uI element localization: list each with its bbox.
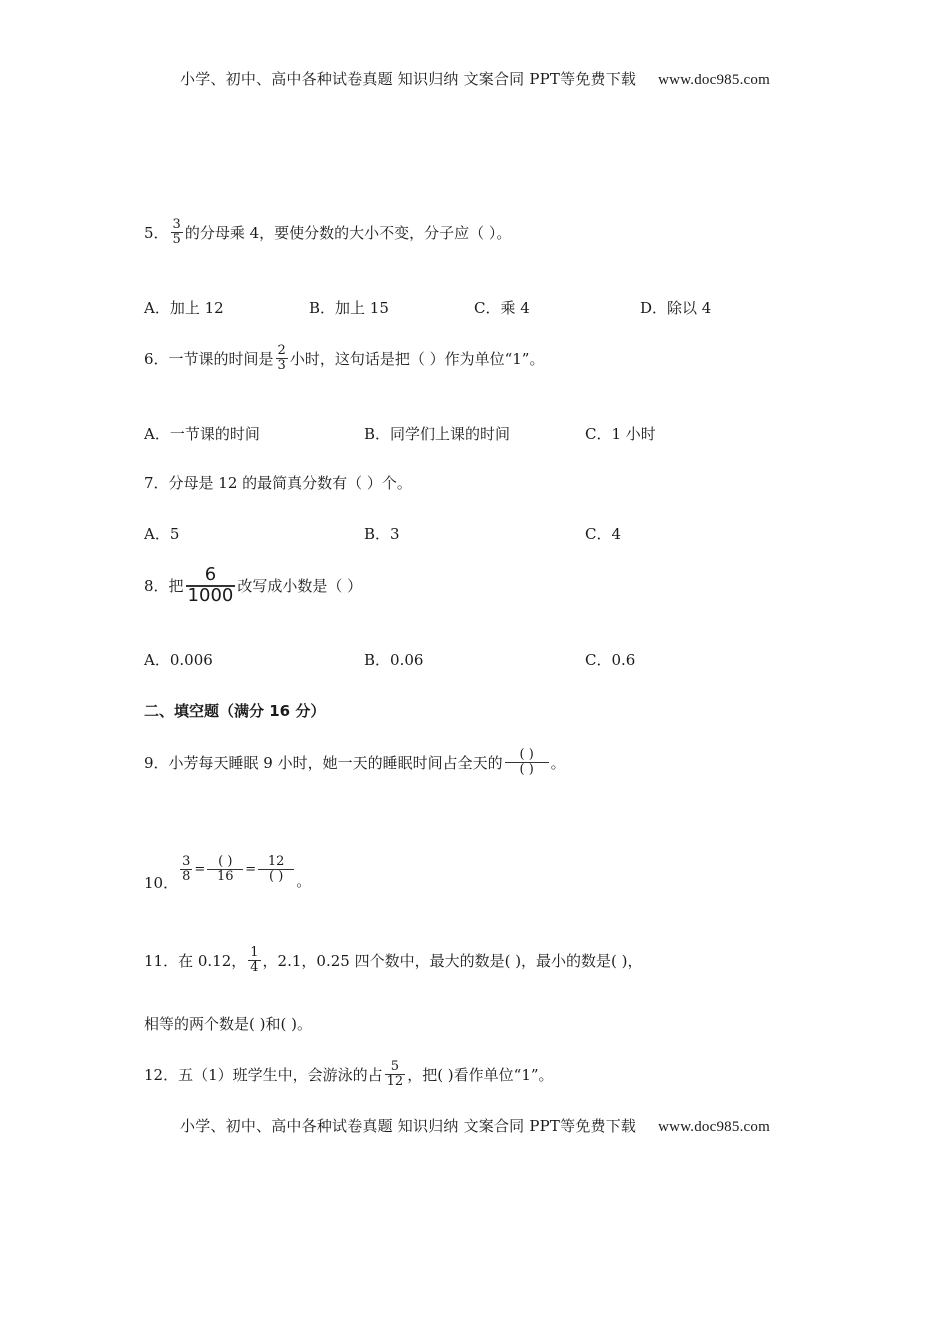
q8-text: 改写成小数是（ ） — [237, 577, 363, 596]
question-5 — [144, 218, 511, 246]
q10-fraction-2 — [207, 855, 243, 883]
q9-frac-den[interactable]: ( ) — [505, 762, 549, 777]
q5-option-a: A．加上 12 — [144, 299, 224, 317]
q10-f3-den[interactable]: ( ) — [258, 869, 294, 884]
q6-fraction — [276, 344, 288, 372]
header-text: 小学、初中、高中各种试卷真题 知识归纳 文案合同 PPT等免费下载 — [180, 70, 637, 88]
q5-text: 的分母乘 4，要使分数的大小不变，分子应（ ）。 — [184, 223, 512, 242]
q6-frac-num: 2 — [277, 343, 286, 358]
q5-number: 5． — [144, 223, 169, 242]
question-6 — [144, 344, 544, 372]
question-9 — [144, 748, 566, 776]
header-url[interactable]: www.doc985.com — [658, 72, 770, 88]
question-11-line-2 — [144, 1013, 312, 1034]
q6-option-b: B．同学们上课的时间 — [364, 425, 511, 443]
q6-frac-den: 3 — [277, 357, 286, 373]
q8-fraction — [186, 566, 236, 606]
q12-frac-den: 12 — [386, 1073, 404, 1089]
q10-f1-den: 8 — [182, 869, 191, 884]
footer-text: 小学、初中、高中各种试卷真题 知识归纳 文案合同 PPT等免费下载 — [180, 1117, 637, 1135]
q10-fraction-1 — [180, 855, 192, 883]
q8-option-a: A．0.006 — [144, 651, 213, 669]
q7-option-c: C．4 — [585, 525, 622, 543]
q12-text: ，把( )看作单位“1”。 — [407, 1065, 554, 1084]
q9-text: 9．小芳每天睡眠 9 小时，她一天的睡眠时间占全天的 — [144, 753, 503, 772]
q10-f2-num[interactable]: ( ) — [218, 854, 233, 870]
q6-option-c: C．1 小时 — [585, 425, 656, 443]
q9-fraction — [505, 748, 549, 776]
q10-number: 10． — [144, 874, 179, 892]
question-7 — [144, 472, 412, 493]
q5-option-c: C．乘 4 — [474, 299, 530, 317]
q9-tail: 。 — [550, 753, 566, 772]
q11-fraction — [248, 946, 260, 974]
q10-equals-2: = — [245, 862, 257, 877]
q10-fraction-3 — [258, 855, 294, 883]
q10-f3-num: 12 — [267, 854, 285, 870]
q12-frac-num: 5 — [390, 1059, 400, 1074]
q9-frac-num[interactable]: ( ) — [519, 747, 534, 762]
q8-frac-num: 6 — [204, 564, 217, 585]
question-12 — [144, 1060, 554, 1088]
q11-lead: 11．在 0.12， — [144, 951, 247, 970]
q8-option-c: C．0.6 — [585, 651, 636, 669]
question-8 — [144, 566, 362, 606]
q8-option-b: B．0.06 — [364, 651, 424, 669]
q5-frac-den: 5 — [172, 231, 181, 247]
q5-fraction — [171, 218, 183, 246]
q7-option-a: A．5 — [144, 525, 180, 543]
question-10 — [144, 846, 311, 893]
q6-lead: 6．一节课的时间是 — [144, 349, 274, 368]
q11-frac-num: 1 — [250, 945, 259, 960]
q12-fraction — [385, 1060, 406, 1088]
q10-f2-den: 16 — [207, 869, 243, 884]
q10-tail: 。 — [296, 872, 312, 890]
q10-f1-num: 3 — [182, 854, 191, 870]
q6-text: 小时，这句话是把（ ）作为单位“1”。 — [289, 349, 545, 368]
q5-frac-num: 3 — [172, 217, 181, 232]
page-header — [0, 68, 950, 89]
q8-frac-den: 1000 — [187, 584, 234, 606]
q12-lead: 12．五（1）班学生中，会游泳的占 — [144, 1065, 383, 1084]
q7-text: 7．分母是 12 的最简真分数有（ ）个。 — [144, 474, 412, 492]
q5-option-d: D．除以 4 — [640, 299, 712, 317]
q6-option-a: A．一节课的时间 — [144, 425, 260, 443]
question-11 — [144, 946, 643, 974]
section-title: 二、填空题（满分 16 分） — [144, 702, 326, 720]
q5-option-b: B．加上 15 — [309, 299, 389, 317]
footer-url[interactable]: www.doc985.com — [658, 1119, 770, 1135]
q8-lead: 8．把 — [144, 577, 184, 596]
page-footer — [0, 1115, 950, 1136]
q11-line2: 相等的两个数是( )和( )。 — [144, 1015, 312, 1033]
q11-text: ，2.1，0.25 四个数中，最大的数是( )，最小的数是( )， — [262, 951, 643, 970]
q7-option-b: B．3 — [364, 525, 400, 543]
q10-equals-1: = — [194, 862, 206, 877]
q11-frac-den: 4 — [250, 959, 259, 975]
